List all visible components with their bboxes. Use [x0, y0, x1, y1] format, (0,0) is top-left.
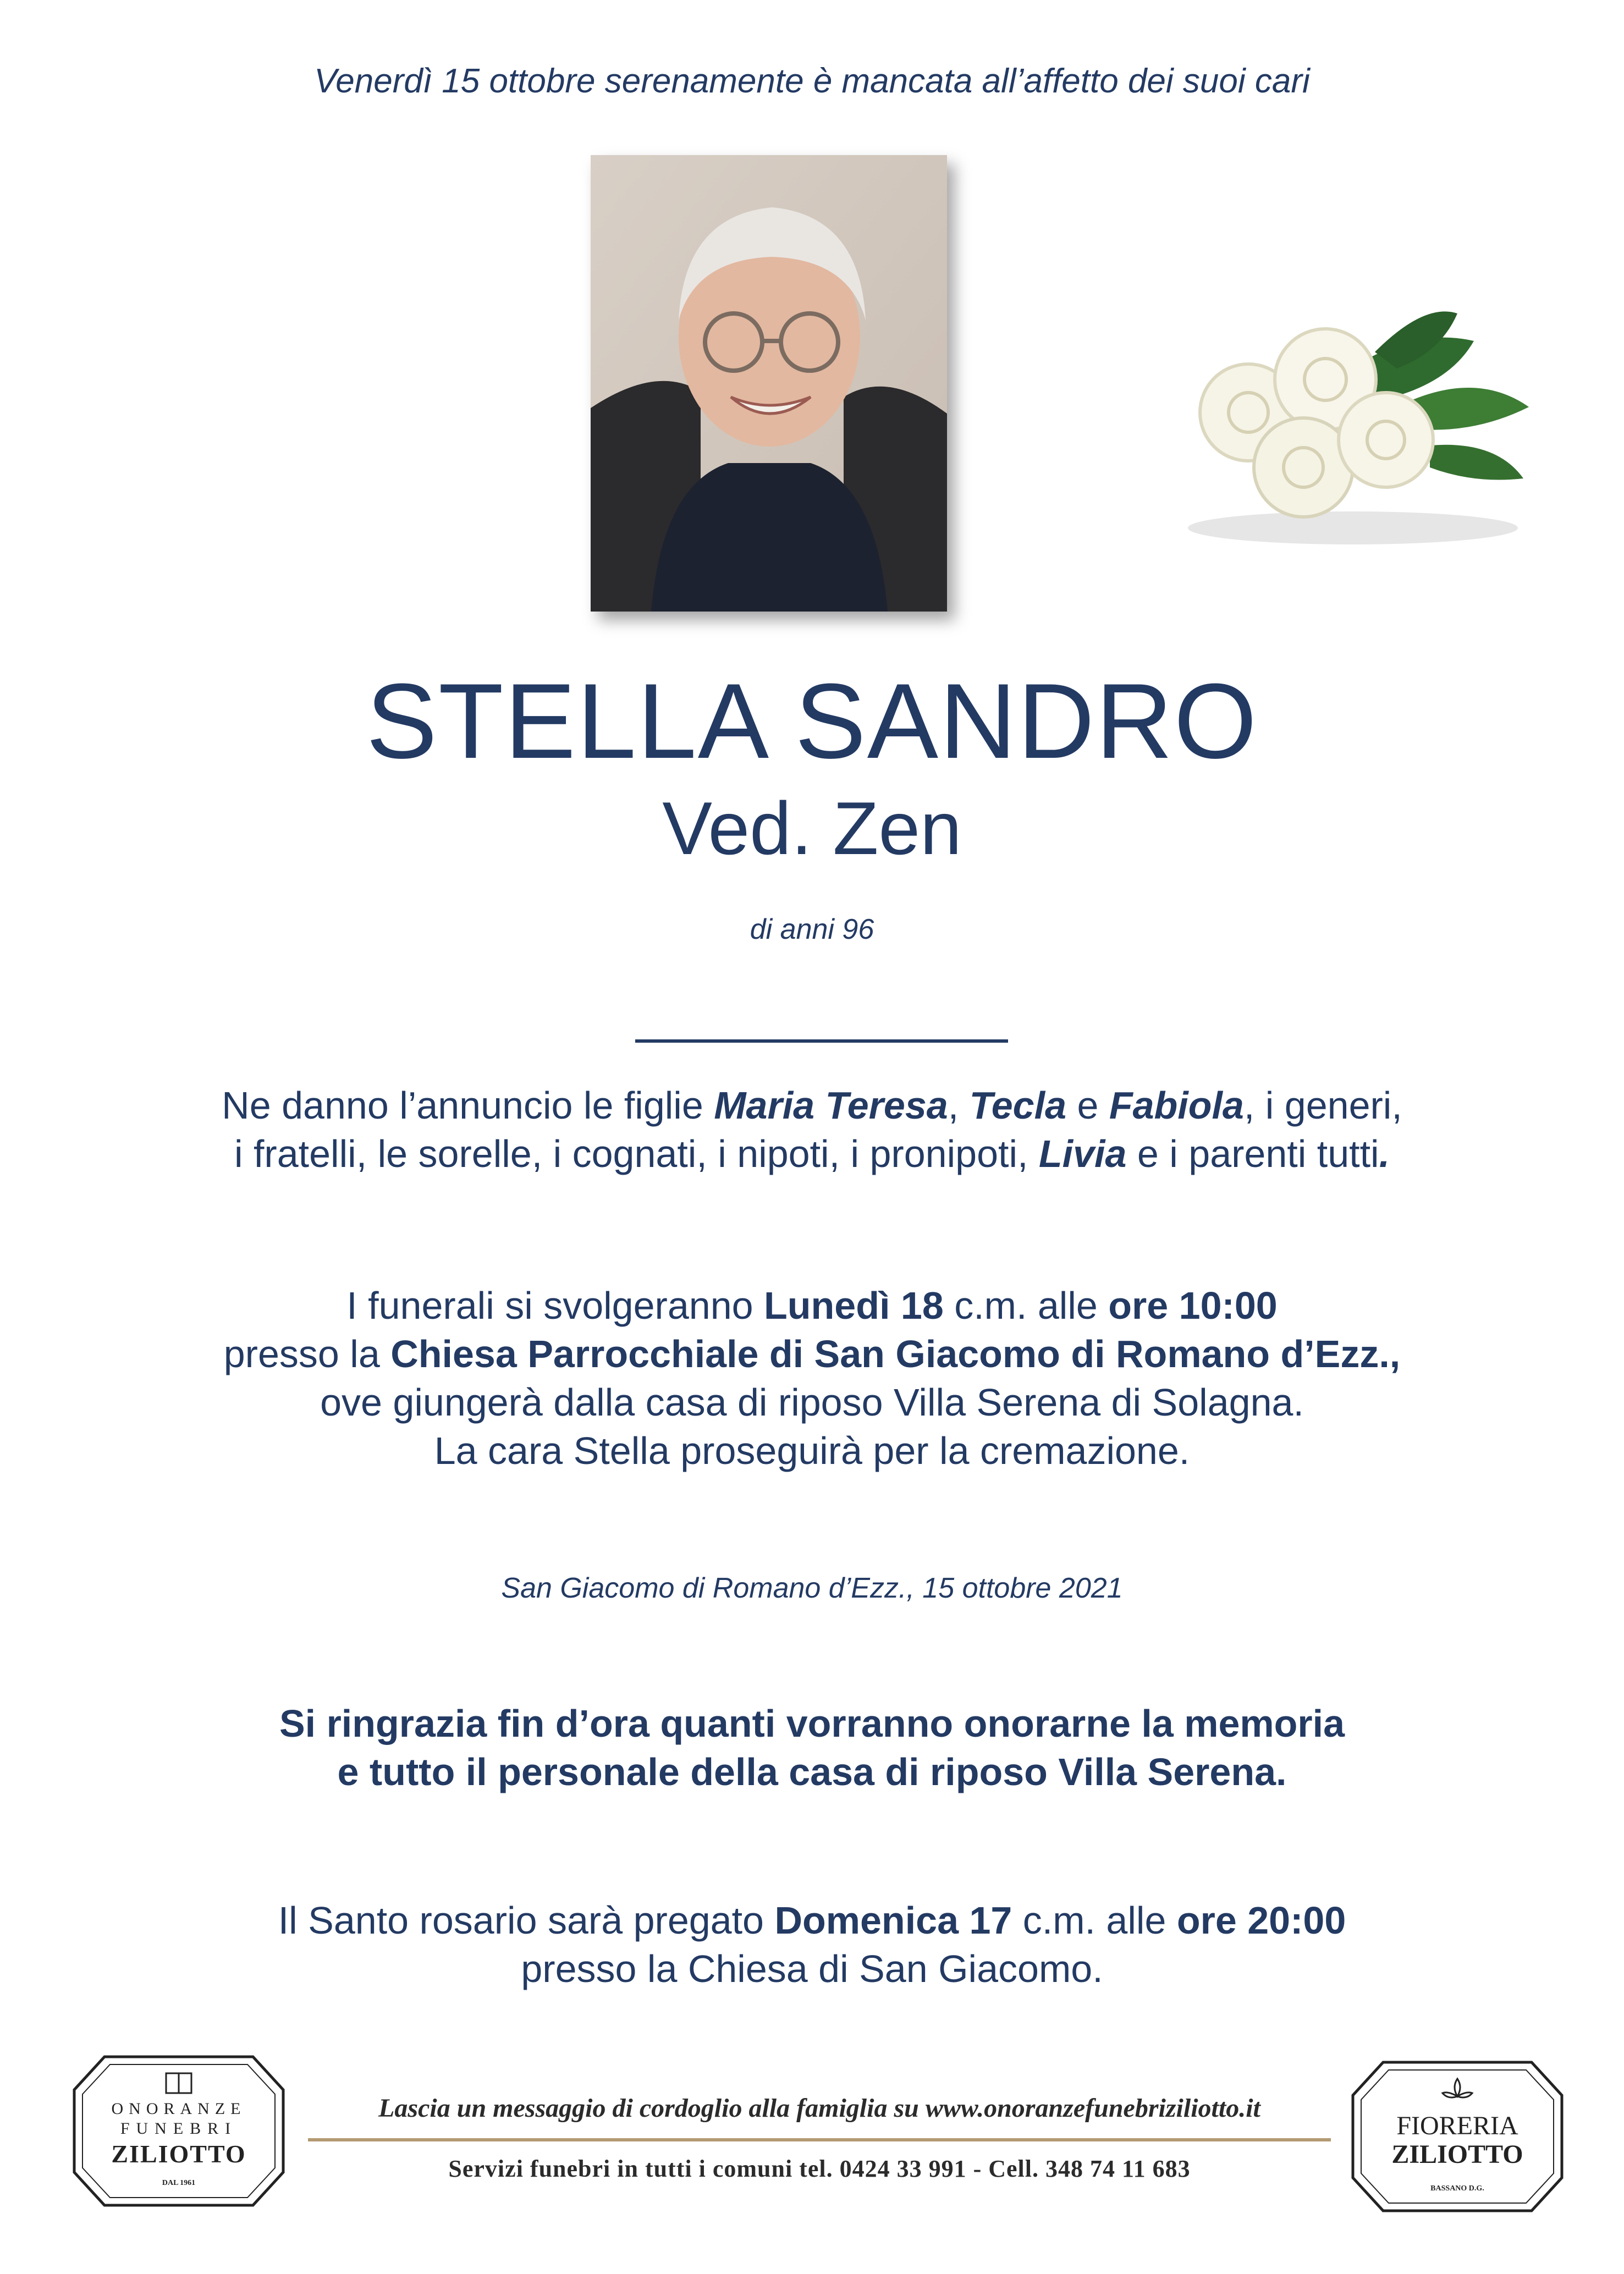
funeral-paragraph — [0, 1281, 1624, 1475]
deceased-name: STELLA SANDRO — [366, 662, 1258, 781]
deceased-age: di anni 96 — [750, 913, 874, 945]
rosary-line-1: Il Santo rosario sarà pregato Domenica 17 c.m. alle ore 20:00 — [278, 1899, 1346, 1942]
intro-line: Venerdì 15 ottobre serenamente è mancata all’affetto dei suoi cari — [314, 62, 1310, 100]
rosary-line-2: presso la Chiesa di San Giacomo. — [521, 1947, 1103, 1990]
funeral-line-2: presso la Chiesa Parrocchiale di San Giacomo di Romano d’Ezz., — [223, 1333, 1401, 1375]
divider-line — [635, 1039, 1008, 1043]
logo-right-line-1: FIORERIA — [1396, 2111, 1518, 2140]
footer-divider — [308, 2138, 1331, 2141]
funeral-home-logo — [71, 2051, 286, 2211]
funeral-line-3: ove giungerà dalla casa di riposo Villa Serena di Solagna. — [320, 1381, 1304, 1424]
white-roses-image — [1166, 302, 1540, 550]
portrait-photo — [591, 155, 947, 612]
place-date: San Giacomo di Romano d’Ezz., 15 ottobre 2021 — [501, 1572, 1123, 1604]
logo-left-line-2: FUNEBRI — [120, 2119, 238, 2138]
logo-right-place: BASSANO D.G. — [1430, 2184, 1484, 2193]
thanks-line-1: Si ringrazia fin d’ora quanti vorranno onorarne la memoria — [279, 1702, 1345, 1745]
footer-services: Servizi funebri in tutti i comuni tel. 0424 33 991 - Cell. 348 74 11 683 — [448, 2155, 1191, 2182]
florist-logo — [1350, 2057, 1565, 2216]
logo-left-line-1: ONORANZE — [111, 2100, 246, 2118]
funeral-line-1: I funerali si svolgeranno Lunedì 18 c.m. alle ore 10:00 — [346, 1284, 1278, 1327]
logo-right-line-2: ZILIOTTO — [1391, 2140, 1523, 2169]
announcement-paragraph — [0, 1081, 1624, 1178]
logo-left-line-3: ZILIOTTO — [111, 2140, 246, 2168]
thanks-paragraph — [0, 1699, 1624, 1796]
footer-message: Lascia un messaggio di cordoglio alla famiglia su www.onoranzefunebriziliotto.it — [378, 2094, 1260, 2123]
rosary-paragraph — [0, 1896, 1624, 1993]
funeral-line-4: La cara Stella proseguirà per la cremazione. — [434, 1429, 1190, 1472]
logo-left-since: DAL 1961 — [162, 2179, 196, 2187]
announcement-line-2: i fratelli, le sorelle, i cognati, i nipoti, i pronipoti, Livia e i parenti tutti. — [234, 1132, 1390, 1175]
thanks-line-2: e tutto il personale della casa di riposo Villa Serena. — [337, 1750, 1287, 1793]
deceased-subname: Ved. Zen — [662, 786, 962, 870]
announcement-line-1: Ne danno l’annuncio le figlie Maria Teresa, Tecla e Fabiola, i generi, — [222, 1084, 1402, 1127]
